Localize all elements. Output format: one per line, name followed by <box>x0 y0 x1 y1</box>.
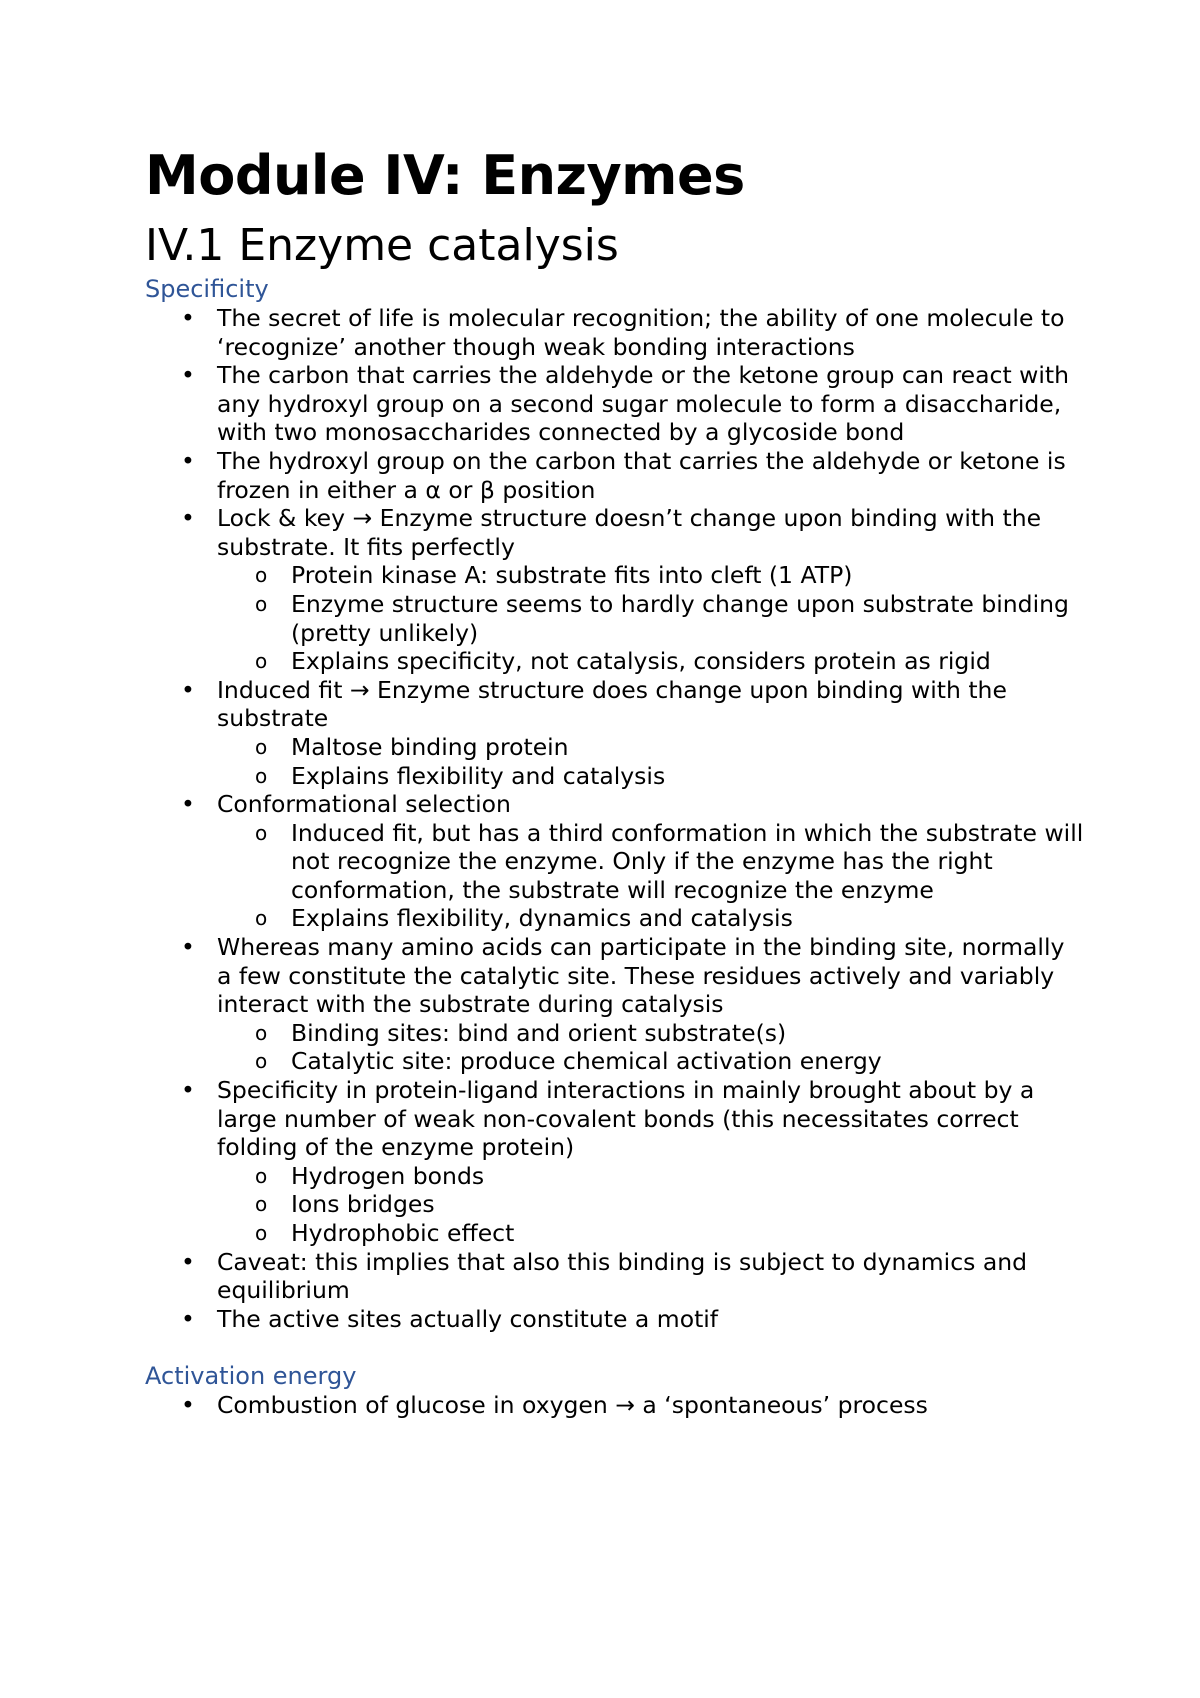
sub-list-item: o Binding sites: bind and orient substrate(s) <box>145 1019 1085 1048</box>
sub-list-item: o Enzyme structure seems to hardly change upon substrate binding (pretty unlikely) <box>145 590 1085 647</box>
sub-list-item: o Explains specificity, not catalysis, considers protein as rigid <box>145 647 1085 676</box>
list-item: • The secret of life is molecular recognition; the ability of one molecule to ‘recognize’ another though weak bonding interactions <box>145 304 1085 361</box>
section-title: IV.1 Enzyme catalysis <box>145 220 619 271</box>
sub-list-item: o Induced fit, but has a third conformation in which the substrate will not recognize the enzyme. Only if the enzyme has the right conformation, the substrate will recognize the enzyme <box>145 819 1085 905</box>
section-activation-energy <box>145 1361 1085 1420</box>
subsection-heading: Activation energy <box>145 1362 357 1391</box>
section-specificity <box>145 274 1085 1333</box>
list-item: • Induced fit → Enzyme structure does change upon binding with the substrate <box>145 676 1085 733</box>
sub-list-item: o Maltose binding protein <box>145 733 1085 762</box>
sub-list-item: o Hydrogen bonds <box>145 1162 1085 1191</box>
list-item: • The hydroxyl group on the carbon that carries the aldehyde or ketone is frozen in either a α or β position <box>145 447 1085 504</box>
document-title: Module IV: Enzymes <box>145 144 745 207</box>
sub-list-item: o Protein kinase A: substrate fits into cleft (1 ATP) <box>145 561 1085 590</box>
list-item: • Whereas many amino acids can participate in the binding site, normally a few constitute the catalytic site. These residues actively and variably interact with the substrate during catalysis <box>145 933 1085 1019</box>
sub-list-item: o Ions bridges <box>145 1190 1085 1219</box>
document-page <box>145 140 1085 1420</box>
sub-list-item: o Hydrophobic effect <box>145 1219 1085 1248</box>
bullet-list <box>145 1391 1085 1420</box>
list-item: • Specificity in protein-ligand interactions in mainly brought about by a large number of weak non-covalent bonds (this necessitates correct folding of the enzyme protein) <box>145 1076 1085 1162</box>
sub-list-item: o Explains flexibility and catalysis <box>145 762 1085 791</box>
list-item: • The active sites actually constitute a motif <box>145 1305 1085 1334</box>
sub-list-item: o Catalytic site: produce chemical activation energy <box>145 1047 1085 1076</box>
subsection-heading: Specificity <box>145 275 269 303</box>
list-item: • Lock & key → Enzyme structure doesn’t change upon binding with the substrate. It fits perfectly <box>145 504 1085 561</box>
list-item: • Conformational selection <box>145 790 1085 819</box>
list-item: • The carbon that carries the aldehyde or the ketone group can react with any hydroxyl group on a second sugar molecule to form a disaccharide, with two monosaccharides connected by a glycoside bond <box>145 361 1085 447</box>
bullet-list <box>145 304 1085 1333</box>
list-item: • Caveat: this implies that also this binding is subject to dynamics and equilibrium <box>145 1248 1085 1305</box>
sub-list-item: o Explains flexibility, dynamics and catalysis <box>145 904 1085 933</box>
list-item: • Combustion of glucose in oxygen → a ‘spontaneous’ process <box>145 1391 1085 1420</box>
